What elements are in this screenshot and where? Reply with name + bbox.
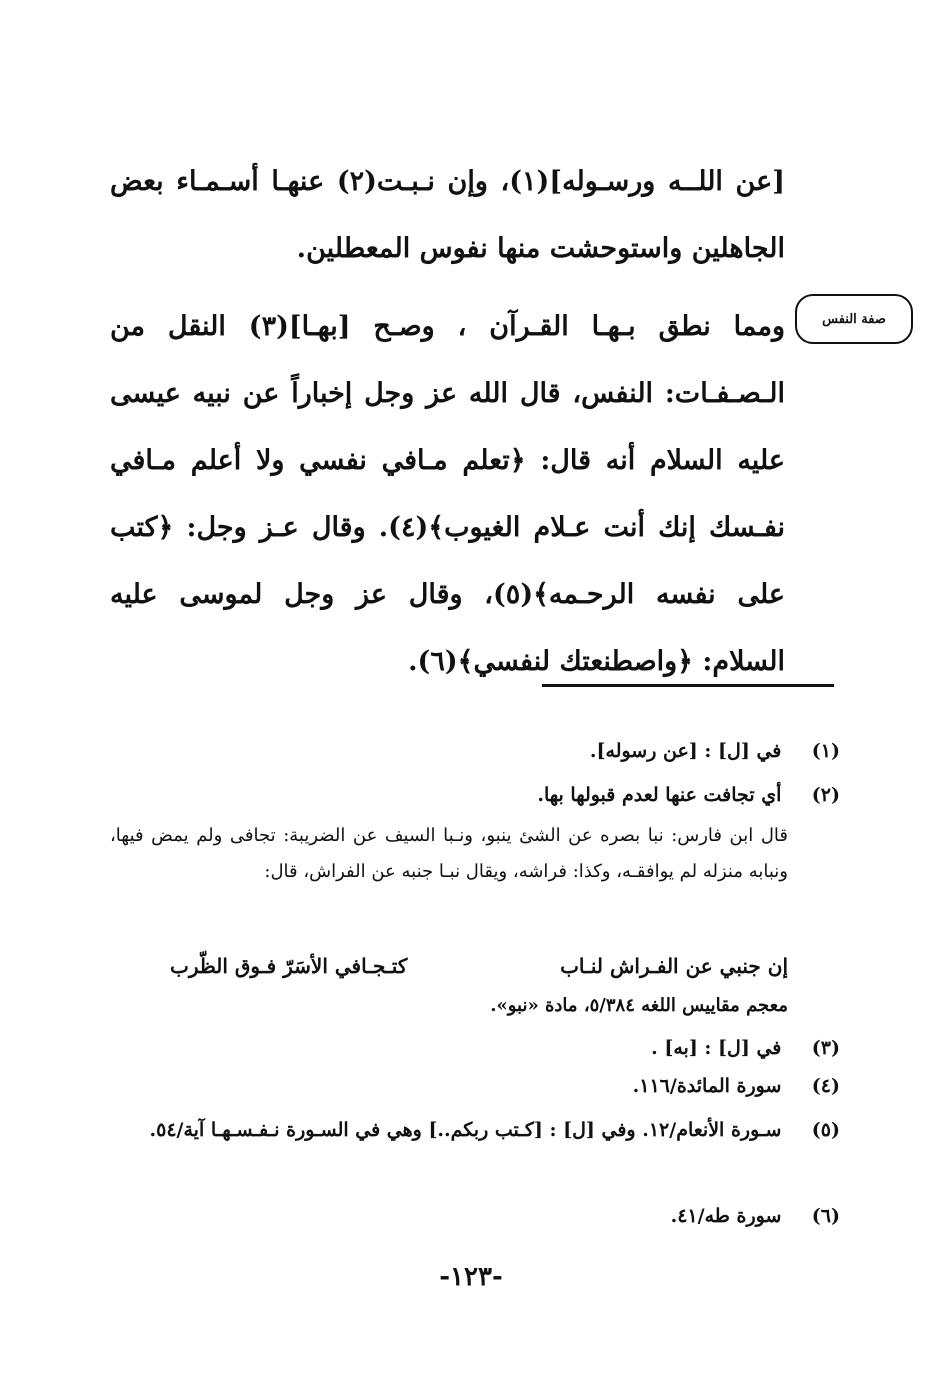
footnote-divider xyxy=(542,684,834,687)
footnote-number: (٥) xyxy=(811,1119,840,1141)
footnote-1 xyxy=(110,733,840,769)
verse-second-hemistich: كتـجـافي الأسَرّ فـوق الظّرب xyxy=(170,954,408,978)
footnote-text: أي تجافت عنها لعدم قبولها بها. xyxy=(537,784,782,806)
footnote-number: (٢) xyxy=(811,784,840,806)
footnote-2 xyxy=(110,777,840,813)
body-paragraph-2: ومما نطق بـهـا القـرآن ، وصـح [بهـا](٣) النقل من الـصـفـات: النفس، قال الله عز وجل إخباراً عن نبيه عيسى عليه السلام أنه قال: ﴿تعلم مـافي نفسي ولا أعلم مـافي نفـسك إنك أنت عـلام الغيوب﴾(٤). وقال عـز وجل: ﴿كتب على نفسه الرحـمه﴾(٥)، وقال عز وجل لموسى عليه السلام: ﴿واصطنعتك لنفسي﴾(٦). xyxy=(110,311,786,677)
footnote-text: سـورة الأنعام/١٢. وفي [ل] : [كـتب ربكم..] وهي في السـورة نـفـسـهـا آية/٥٤. xyxy=(149,1119,782,1141)
footnote-2-source: معجم مقاييس اللغه ٥/٣٨٤، مادة «نبو». xyxy=(490,995,788,1016)
footnote-number: (٤) xyxy=(811,1075,840,1097)
margin-heading: صفة النفس xyxy=(795,294,913,344)
footnote-2-quote: قال ابن فارس: نبا بصره عن الشئ ينبو، ونـبا السيف عن الضريبة: تجافى ولم يمض فيها، ونبابه منزله لم يوافقـه، وكذا: فراشه، ويقال نبـا جنبه عن الفراش، قال: xyxy=(110,825,788,882)
body-paragraph-1: [عن اللــه ورسـوله](١)، وإن نـبـت(٢) عنهـا أسـمـاء بعض الجاهلين واستوحشت منها نفوس المعطلين. xyxy=(110,166,785,264)
footnote-number: (٦) xyxy=(811,1205,840,1227)
footnote-number: (١) xyxy=(811,740,840,762)
footnote-6 xyxy=(110,1198,840,1234)
footnote-3 xyxy=(110,1030,840,1066)
footnote-text: في [ل] : [عن رسوله]. xyxy=(589,740,782,762)
footnote-text: سورة طه/٤١. xyxy=(670,1205,782,1227)
footnote-number: (٣) xyxy=(811,1037,840,1059)
footnote-text: في [ل] : [به] . xyxy=(651,1037,782,1059)
footnote-text: سورة المائدة/١١٦. xyxy=(632,1075,782,1097)
verse-first-hemistich: إن جنبي عن الفـراش لنـاب xyxy=(560,954,788,978)
footnote-4 xyxy=(110,1068,840,1104)
poetry-verse xyxy=(170,948,788,984)
footnote-5 xyxy=(110,1112,840,1148)
page-number: -١٢٣- xyxy=(439,1262,503,1292)
